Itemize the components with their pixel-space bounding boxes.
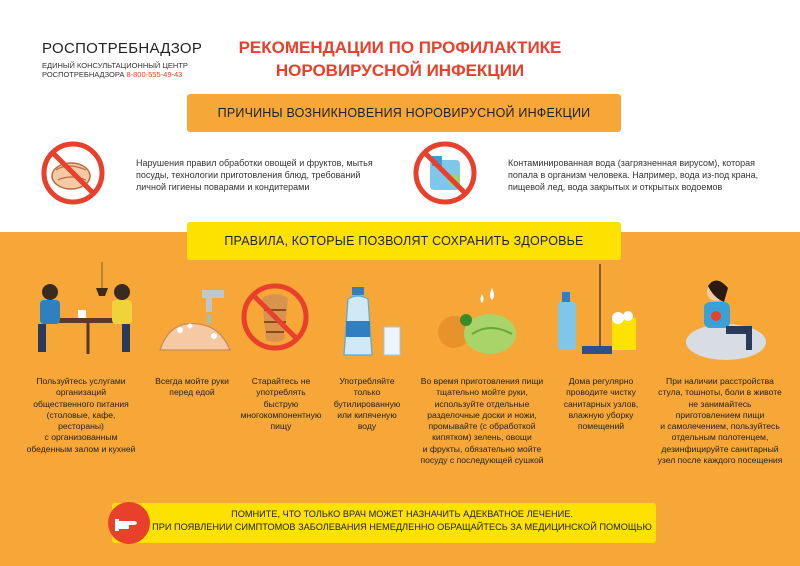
pointing-hand-icon bbox=[108, 502, 150, 544]
rule4-line: Употребляйте bbox=[339, 376, 395, 386]
rule1-line: общественного питания bbox=[33, 398, 129, 409]
rule6-line: проводите чистку bbox=[566, 387, 636, 398]
rule1-line: (столовые, кафе, bbox=[46, 409, 116, 420]
footer-warning bbox=[112, 503, 656, 543]
causes-banner: ПРИЧИНЫ ВОЗНИКНОВЕНИЯ НОРОВИРУСНОЙ ИНФЕКЦИИ bbox=[187, 94, 621, 132]
rule7-line: не занимайтесь bbox=[688, 398, 752, 409]
cause2-line: пищевой лед, вода закрытых и открытых водоемов bbox=[508, 182, 723, 192]
rule2-line: перед едой bbox=[169, 387, 215, 398]
rule-text-7 bbox=[648, 376, 792, 466]
consult-center bbox=[42, 61, 202, 79]
vegetables-icon bbox=[432, 282, 527, 362]
rule1-line: рестораны) bbox=[58, 421, 104, 432]
rule7-line: отдельным полотенцем, bbox=[671, 432, 769, 443]
rules-banner: ПРАВИЛА, КОТОРЫЕ ПОЗВОЛЯТ СОХРАНИТЬ ЗДОРОВЬЕ bbox=[187, 222, 621, 260]
cause2-line: попала в организм человека. Например, вода из-под крана, bbox=[508, 170, 759, 180]
rule5-line: и фрукты, обязательно мойте bbox=[422, 443, 542, 454]
org-block bbox=[42, 40, 202, 79]
rule-text-1 bbox=[26, 376, 136, 455]
bottled-water-icon bbox=[338, 285, 408, 360]
sick-person-icon bbox=[676, 272, 776, 367]
cause1-line: Нарушения правил обработки овощей и фруктов, мытья bbox=[136, 158, 373, 168]
rule7-line: узел после каждого посещения bbox=[657, 455, 783, 466]
cafe-people-icon bbox=[30, 262, 140, 362]
rule5-line: используйте отдельные bbox=[434, 398, 530, 409]
no-dirty-hands-icon bbox=[40, 140, 106, 206]
center-line1: ЕДИНЫЙ КОНСУЛЬТАЦИОННЫЙ ЦЕНТР bbox=[42, 61, 188, 70]
rule4-line: воду bbox=[357, 421, 377, 432]
cause-text-2 bbox=[508, 157, 778, 193]
rule4-line: или кипяченую bbox=[337, 409, 397, 420]
rule-text-4 bbox=[322, 376, 412, 432]
rule1-line: организаций bbox=[55, 387, 107, 398]
center-line2 bbox=[42, 70, 202, 79]
rule6-line: Дома регулярно bbox=[568, 376, 634, 386]
rule3-line: пищу bbox=[270, 421, 292, 432]
rule7-line: стула, тошноты, боли в животе bbox=[658, 387, 782, 398]
rule-text-6 bbox=[553, 376, 649, 432]
footer-line2: ПРИ ПОЯВЛЕНИИ СИМПТОМОВ ЗАБОЛЕВАНИЯ НЕМЕДЛЕННО ОБРАЩАЙТЕСЬ ЗА МЕДИЦИНСКОЙ ПОМОЩЬЮ bbox=[152, 522, 652, 532]
rule4-line: только bbox=[353, 387, 381, 398]
title-line2: НОРОВИРУСНОЙ ИНФЕКЦИИ bbox=[275, 61, 525, 80]
rule2-line: Всегда мойте руки bbox=[155, 376, 229, 386]
cause2-line: Контаминированная вода (загрязненная вирусом), которая bbox=[508, 158, 755, 168]
rule-text-2 bbox=[145, 376, 239, 399]
page-title bbox=[230, 36, 570, 82]
rule3-line: Старайтесь не bbox=[251, 376, 311, 386]
rule4-line: бутилированную bbox=[333, 398, 401, 409]
rule7-line: дезинфицируйте санитарный bbox=[661, 443, 779, 454]
rule1-line: с организованным bbox=[44, 432, 118, 443]
rule5-line: разделочные доски и ножи, bbox=[427, 409, 537, 420]
rule5-line: Во время приготовления пищи bbox=[420, 376, 544, 386]
cause-text-1 bbox=[136, 157, 396, 193]
cause1-line: личной гигиены поварами и кондитерами bbox=[136, 182, 310, 192]
cause1-line: посуды, технологии приготовления блюд, требований bbox=[136, 170, 361, 180]
rule7-line: и самолечением, пользуйтесь bbox=[660, 421, 780, 432]
rule7-line: При наличии расстройства bbox=[666, 376, 774, 386]
rule5-line: промывайте (с обработкой bbox=[428, 421, 536, 432]
rule5-line: тщательно мойте руки, bbox=[436, 387, 528, 398]
center-phone: 8-800-555-49-43 bbox=[126, 70, 183, 79]
rule3-line: многокомпонентную bbox=[240, 409, 322, 420]
rule-text-5 bbox=[412, 376, 552, 466]
rule6-line: влажную уборку bbox=[568, 409, 634, 420]
no-contaminated-water-icon bbox=[412, 140, 478, 206]
rule5-line: посуду с последующей сушкой bbox=[420, 455, 544, 466]
no-layered-food-icon bbox=[240, 282, 310, 352]
rule6-line: санитарных узлов, bbox=[563, 398, 639, 409]
rule5-line: кипятком) зелень, овощи bbox=[432, 432, 532, 443]
hand-washing-icon bbox=[150, 280, 240, 360]
rule3-line: употреблять bbox=[256, 387, 306, 398]
cleaning-supplies-icon bbox=[552, 262, 642, 362]
footer-line1: ПОМНИТЕ, ЧТО ТОЛЬКО ВРАЧ МОЖЕТ НАЗНАЧИТЬ АДЕКВАТНОЕ ЛЕЧЕНИЕ. bbox=[231, 509, 573, 519]
rule-text-3 bbox=[226, 376, 336, 432]
rule1-line: обеденным залом и кухней bbox=[26, 443, 136, 454]
rule6-line: помещений bbox=[577, 421, 625, 432]
rule1-line: Пользуйтесь услугами bbox=[36, 376, 126, 386]
title-line1: РЕКОМЕНДАЦИИ ПО ПРОФИЛАКТИКЕ bbox=[238, 38, 562, 57]
rule3-line: быструю bbox=[263, 398, 299, 409]
org-name: РОСПОТРЕБНАДЗОР bbox=[42, 40, 203, 57]
center-line2-text: РОСПОТРЕБНАДЗОРА bbox=[42, 70, 125, 79]
rule7-line: приготовлением пищи bbox=[675, 409, 765, 420]
footer-text bbox=[152, 508, 652, 534]
